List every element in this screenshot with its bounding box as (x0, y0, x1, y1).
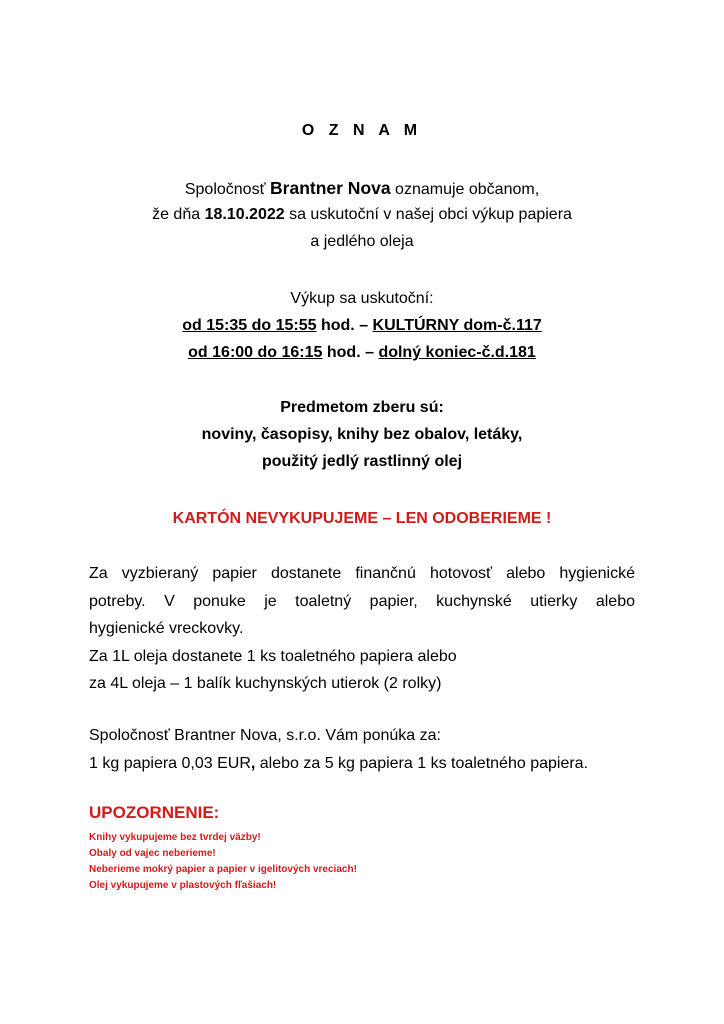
intro-line-2 (0, 205, 724, 225)
warning-item: Obaly od vajec neberieme! (89, 848, 216, 859)
warning-heading: UPOZORNENIE: (89, 803, 220, 822)
offer-comma: , (250, 754, 256, 772)
offer-alternative: alebo za 5 kg papiera 1 ks toaletného papiera. (255, 754, 589, 772)
intro-text: Spoločnosť (184, 181, 271, 198)
notice-title: O Z N A M (301, 122, 423, 139)
intro-text: oznamuje občanom, (390, 181, 540, 198)
warning-item: Knihy vykupujeme bez tvrdej väzby! (89, 832, 261, 843)
collection-date: 18.10.2022 (204, 206, 285, 223)
warning-item: Olej vykupujeme v plastových fľašiach! (89, 880, 277, 891)
rewards-line-2: potreby. V ponuke je toaletný papier, kuchynské utierky alebo (89, 592, 635, 610)
offer-line-2 (89, 750, 635, 778)
offer-line-1: Spoločnosť Brantner Nova, s.r.o. Vám ponúka za: (89, 727, 441, 744)
schedule-place: dolný koniec-č.d.181 (378, 344, 536, 361)
offer-price: 1 kg papiera 0,03 EUR (89, 754, 251, 772)
schedule-time: od 16:00 do 16:15 (188, 344, 323, 361)
items-heading: Predmetom zberu sú: (280, 399, 444, 416)
items-line-1: noviny, časopisy, knihy bez obalov, letáky, (201, 426, 523, 443)
rewards-line-1: Za vyzbieraný papier dostanete finančnú hotovosť alebo hygienické (89, 565, 635, 582)
items-line-2: použitý jedlý rastlinný olej (261, 453, 463, 470)
rewards-paragraph (89, 560, 635, 698)
intro-text: že dňa (152, 206, 205, 223)
schedule-heading: Výkup sa uskutoční: (290, 290, 434, 307)
warning-item: Neberieme mokrý papier a papier v igelitových vreciach! (89, 864, 357, 875)
intro-line-1 (0, 178, 724, 200)
carton-notice: KARTÓN NEVYKUPUJEME – LEN ODOBERIEME ! (172, 510, 552, 527)
rewards-line-3: hygienické vreckovky. (89, 620, 244, 637)
schedule-time: od 15:35 do 15:55 (182, 317, 317, 334)
schedule-separator: hod. – (322, 344, 379, 361)
intro-text: sa uskutoční v našej obci výkup papiera (284, 206, 572, 223)
offer-paragraph (89, 722, 635, 777)
rewards-line-5: za 4L oleja – 1 balík kuchynských utierok (2 rolky) (89, 675, 442, 692)
schedule-separator: hod. – (316, 317, 373, 334)
company-name: Brantner Nova (270, 178, 391, 198)
schedule-row-1 (0, 316, 724, 336)
intro-line-3: a jedlého oleja (310, 233, 414, 250)
rewards-line-4: Za 1L oleja dostanete 1 ks toaletného papiera alebo (89, 647, 457, 665)
schedule-place: KULTÚRNY dom-č.117 (372, 317, 542, 334)
schedule-row-2 (0, 343, 724, 363)
